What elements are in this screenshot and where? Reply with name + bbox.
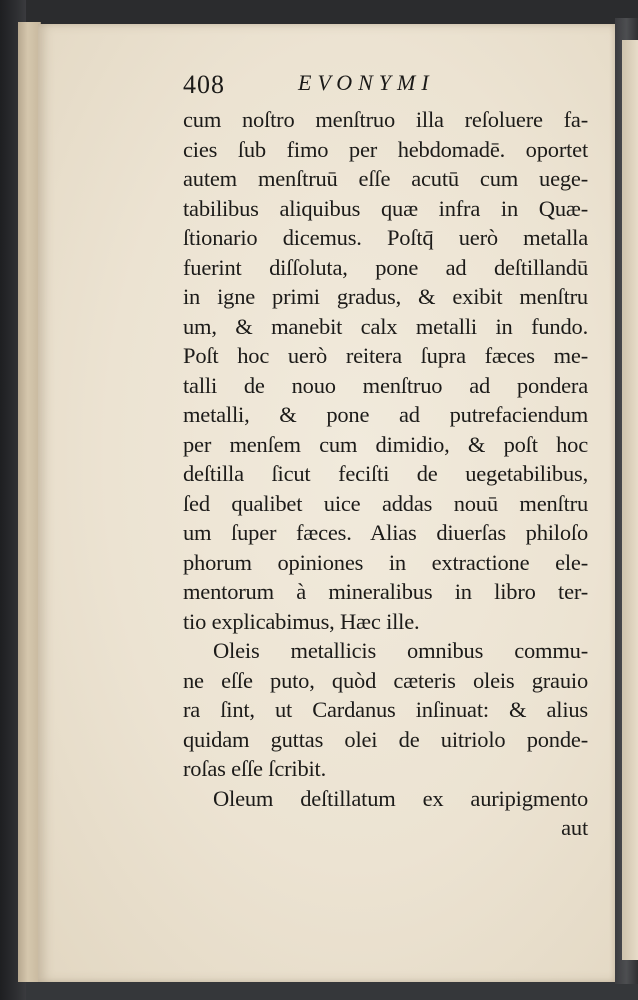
text-line: autem menſtruū eſſe acutū cum uege- (183, 166, 588, 191)
text-line: quidam guttas olei de uitriolo ponde- (183, 726, 588, 752)
text-line: tio explicabimus, Hæc ille. (183, 608, 420, 634)
text-line: cies ſub fimo per hebdomadē. oportet (183, 136, 588, 162)
text-line: ne eſſe puto, quòd cæteris oleis grauio (183, 667, 588, 693)
body-text (183, 105, 588, 843)
text-line: talli de nouo menſtruo ad pondera (183, 372, 588, 398)
text-line: metalli, & pone ad putrefaciendum (183, 402, 588, 427)
text-line: Oleis metallicis omnibus commu- (213, 638, 588, 663)
text-line: um ſuper fæces. Alias diuerſas philoſo (183, 520, 588, 545)
text-line: Oleum deſtillatum ex auripigmento (213, 785, 588, 811)
text-line: tabilibus aliquibus quæ infra in Quæ- (183, 195, 588, 221)
text-line: phorum opiniones in extractione ele- (183, 549, 588, 575)
text-line: per menſem cum dimidio, & poſt hoc (183, 431, 588, 457)
text-line: ra ſint, ut Cardanus inſinuat: & alius (183, 697, 588, 722)
text-line: in igne primi gradus, & exibit menſtru (183, 284, 588, 309)
page-header (150, 66, 590, 106)
facing-page-edge (622, 40, 638, 960)
text-line: fuerint diſſoluta, pone ad deſtillandū (183, 254, 588, 280)
text-line: mentorum à mineralibus in libro ter- (183, 579, 588, 604)
text-line: roſas eſſe ſcribit. (183, 756, 327, 781)
running-head: EVONYMI (298, 70, 435, 95)
text-line: um, & manebit calx metalli in fundo. (183, 313, 588, 339)
page-number: 408 (183, 70, 225, 99)
text-line: deſtilla ſicut feciſti de uegetabilibus, (183, 461, 588, 486)
catchword: aut (561, 815, 588, 840)
text-line: ſtionario dicemus. Poſtq̄ uerò metalla (183, 225, 588, 250)
text-line: ſed qualibet uice addas nouū menſtru (183, 490, 588, 516)
text-line: cum noſtro menſtruo illa reſoluere fa- (183, 107, 588, 132)
text-line: Poſt hoc uerò reitera ſupra fæces me- (183, 343, 588, 368)
